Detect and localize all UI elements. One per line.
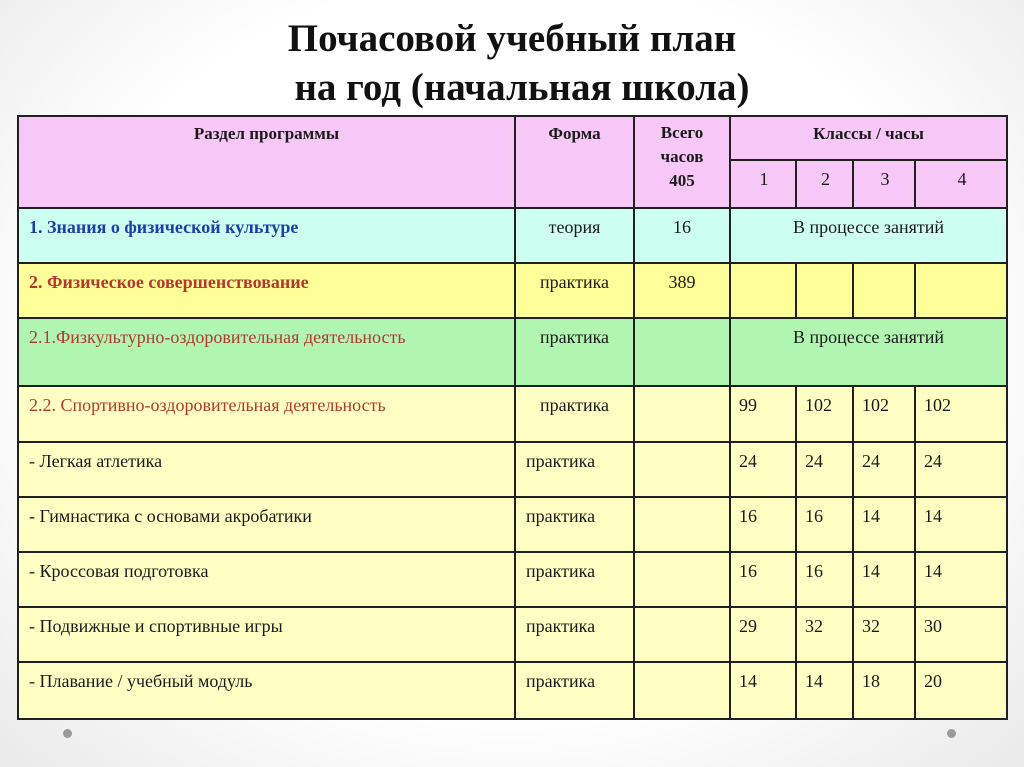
slide-decoration-dot-left	[63, 729, 72, 738]
slide-title-line1: Почасовой учебный план	[287, 17, 737, 60]
row-total	[634, 552, 730, 607]
row-section: 1. Знания о физической культуре	[18, 208, 515, 263]
row-section: - Подвижные и спортивные игры	[18, 607, 515, 662]
table-row	[18, 662, 1007, 719]
header-row	[18, 116, 1007, 160]
grade-4: 4	[915, 160, 1007, 208]
row-hours-3: 24	[853, 442, 915, 497]
row-hours-1: 29	[730, 607, 796, 662]
header-total-line2: часов	[660, 147, 704, 166]
row-form: теория	[515, 208, 634, 263]
row-hours-1: 99	[730, 386, 796, 442]
row-total	[634, 318, 730, 386]
grade-3: 3	[853, 160, 915, 208]
row-hours-4	[915, 263, 1007, 318]
row-hours-4: 24	[915, 442, 1007, 497]
table-row	[18, 386, 1007, 442]
row-section: - Плавание / учебный модуль	[18, 662, 515, 719]
row-total	[634, 497, 730, 552]
grade-1: 1	[730, 160, 796, 208]
row-merged-note: В процессе занятий	[730, 318, 1007, 386]
row-hours-2	[796, 263, 853, 318]
table-row	[18, 442, 1007, 497]
row-hours-4: 20	[915, 662, 1007, 719]
row-hours-2: 16	[796, 497, 853, 552]
row-hours-4: 14	[915, 497, 1007, 552]
row-hours-1: 16	[730, 497, 796, 552]
row-form: практика	[515, 442, 634, 497]
header-form: Форма	[515, 116, 634, 208]
slide-title-line2: на год (начальная школа)	[294, 66, 750, 109]
row-hours-1: 14	[730, 662, 796, 719]
row-hours-2: 32	[796, 607, 853, 662]
row-section: 2. Физическое совершенствование	[18, 263, 515, 318]
header-section: Раздел программы	[18, 116, 515, 208]
row-section: 2.1.Физкультурно-оздоровительная деятельность	[18, 318, 515, 386]
row-hours-4: 14	[915, 552, 1007, 607]
row-hours-2: 14	[796, 662, 853, 719]
row-section: 2.2. Спортивно-оздоровительная деятельность	[18, 386, 515, 442]
row-hours-3	[853, 263, 915, 318]
grade-2: 2	[796, 160, 853, 208]
row-form: практика	[515, 607, 634, 662]
row-hours-3: 18	[853, 662, 915, 719]
row-hours-2: 102	[796, 386, 853, 442]
row-section: - Легкая атлетика	[18, 442, 515, 497]
row-hours-1	[730, 263, 796, 318]
row-hours-4: 30	[915, 607, 1007, 662]
table-row	[18, 208, 1007, 263]
row-total: 389	[634, 263, 730, 318]
table-row	[18, 497, 1007, 552]
row-form: практика	[515, 497, 634, 552]
row-form: практика	[515, 552, 634, 607]
table-row	[18, 552, 1007, 607]
row-hours-3: 32	[853, 607, 915, 662]
row-total	[634, 442, 730, 497]
row-form: практика	[515, 263, 634, 318]
row-total	[634, 607, 730, 662]
row-merged-note: В процессе занятий	[730, 208, 1007, 263]
header-total-line1: Всего	[660, 123, 704, 142]
row-form: практика	[515, 318, 634, 386]
row-hours-3: 14	[853, 552, 915, 607]
row-form: практика	[515, 386, 634, 442]
table-row	[18, 263, 1007, 318]
row-hours-1: 16	[730, 552, 796, 607]
row-section: - Кроссовая подготовка	[18, 552, 515, 607]
header-classes: Классы / часы	[730, 116, 1007, 160]
slide-decoration-dot-right	[947, 729, 956, 738]
row-hours-1: 24	[730, 442, 796, 497]
row-hours-2: 24	[796, 442, 853, 497]
table-row	[18, 318, 1007, 386]
row-hours-3: 102	[853, 386, 915, 442]
table-row	[18, 607, 1007, 662]
row-form: практика	[515, 662, 634, 719]
row-total	[634, 662, 730, 719]
row-section: - Гимнастика с основами акробатики	[18, 497, 515, 552]
header-total-hours	[634, 116, 730, 208]
row-total: 16	[634, 208, 730, 263]
row-hours-2: 16	[796, 552, 853, 607]
row-hours-3: 14	[853, 497, 915, 552]
header-total-value: 405	[669, 171, 695, 190]
curriculum-table	[17, 115, 1008, 720]
row-hours-4: 102	[915, 386, 1007, 442]
row-total	[634, 386, 730, 442]
